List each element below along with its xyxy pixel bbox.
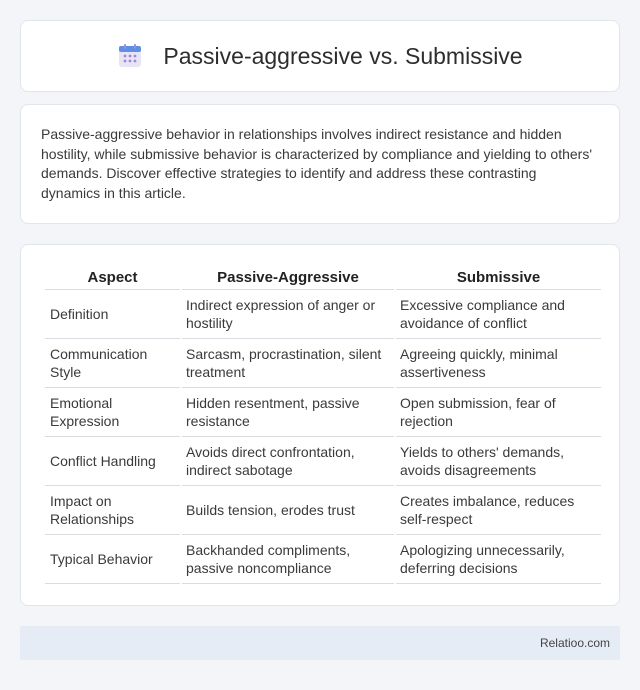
footer <box>20 626 620 660</box>
table-row <box>45 535 601 584</box>
table-row <box>45 437 601 486</box>
table-header-row <box>45 265 601 290</box>
row-aspect: Communication Style <box>45 339 180 388</box>
header-submissive: Submissive <box>396 265 601 290</box>
table-row <box>45 388 601 437</box>
header-aspect: Aspect <box>45 265 180 290</box>
row-passive-aggressive: Builds tension, erodes trust <box>182 486 394 535</box>
row-submissive: Apologizing unnecessarily, deferring decisions <box>396 535 601 584</box>
table-row <box>45 290 601 339</box>
intro-card <box>20 104 620 224</box>
row-aspect: Emotional Expression <box>45 388 180 437</box>
header-passive-aggressive: Passive-Aggressive <box>182 265 394 290</box>
page-title: Passive-aggressive vs. Submissive <box>163 42 523 69</box>
row-submissive: Creates imbalance, reduces self-respect <box>396 486 601 535</box>
row-passive-aggressive: Avoids direct confrontation, indirect sabotage <box>182 437 394 486</box>
row-submissive: Yields to others' demands, avoids disagreements <box>396 437 601 486</box>
row-passive-aggressive: Hidden resentment, passive resistance <box>182 388 394 437</box>
row-aspect: Typical Behavior <box>45 535 180 584</box>
footer-brand[interactable]: Relatioo.com <box>539 636 610 650</box>
title-card <box>20 20 620 92</box>
row-submissive: Excessive compliance and avoidance of conflict <box>396 290 601 339</box>
table-row <box>45 486 601 535</box>
row-aspect: Impact on Relationships <box>45 486 180 535</box>
row-passive-aggressive: Backhanded compliments, passive noncompliance <box>182 535 394 584</box>
row-passive-aggressive: Indirect expression of anger or hostility <box>182 290 394 339</box>
calendar-icon <box>117 43 143 69</box>
intro-paragraph: Passive-aggressive behavior in relationships involves indirect resistance and hidden hostility, while submissive behavior is characterized by compliance and yielding to others' demands. Discover effective strategies to identify and address these contrasting dynamics in this article. <box>41 126 593 201</box>
comparison-table-card <box>20 244 620 606</box>
row-passive-aggressive: Sarcasm, procrastination, silent treatment <box>182 339 394 388</box>
row-submissive: Open submission, fear of rejection <box>396 388 601 437</box>
row-aspect: Conflict Handling <box>45 437 180 486</box>
row-submissive: Agreeing quickly, minimal assertiveness <box>396 339 601 388</box>
row-aspect: Definition <box>45 290 180 339</box>
table-row <box>45 339 601 388</box>
comparison-table <box>43 265 603 584</box>
